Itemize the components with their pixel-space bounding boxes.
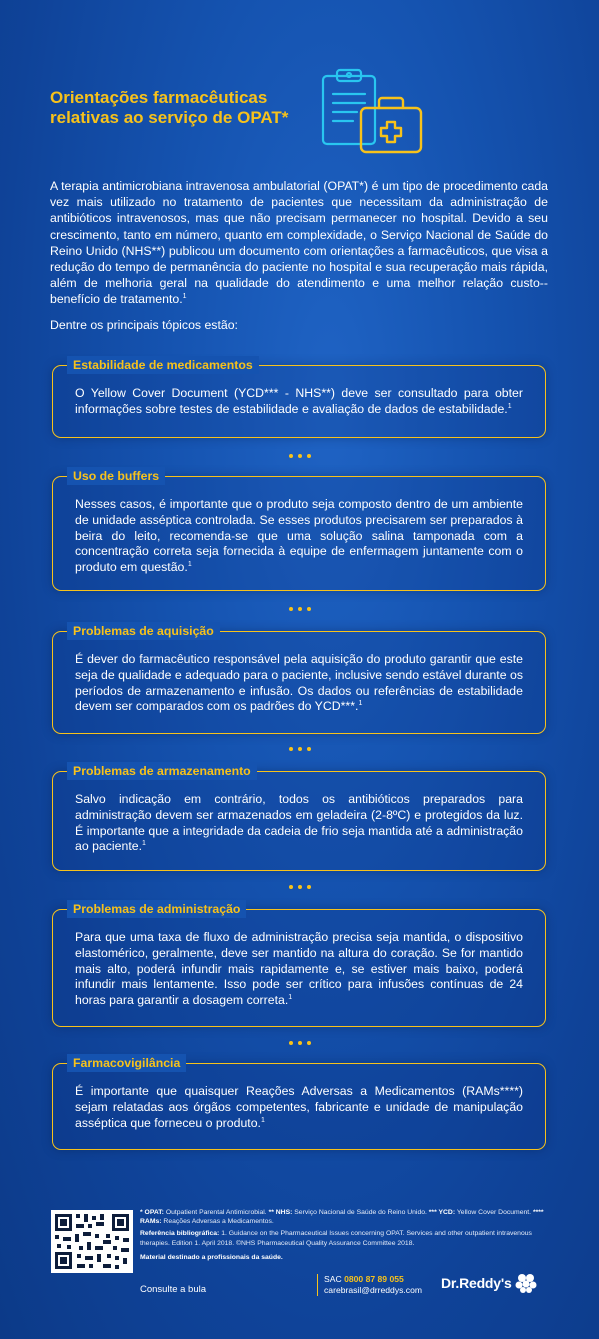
separator-dots [289, 454, 311, 460]
separator-dots [289, 1041, 311, 1047]
topic-card-title: Problemas de armazenamento [67, 762, 257, 780]
qr-code [51, 1210, 133, 1273]
topic-card-body: O Yellow Cover Document (YCD*** - NHS**) deve ser consultado para obter informações sobre testes de estabilidade e avaliação de dados de estabilidade.$^1$ [75, 386, 523, 416]
sac-phone[interactable]: 0800 87 89 055 [344, 1274, 404, 1284]
sac-email[interactable]: carebrasil@drreddys.com [324, 1285, 423, 1295]
topic-card-buffers [52, 469, 546, 591]
footnote-audience: Material destinado a profissionais da saúde. [140, 1253, 283, 1261]
topic-card-armazenamento [52, 764, 546, 871]
brand-logo [441, 1272, 537, 1294]
consulte-bula-label: Consulte a bula [140, 1284, 207, 1295]
sac-label: SAC [324, 1274, 342, 1284]
brand-name: Dr.Reddy's [441, 1275, 512, 1291]
separator-dots [289, 747, 311, 753]
topic-card-body: É dever do farmacêutico responsável pela aquisição do produto garantir que este seja de qualidade e adequado para o paciente, inclusive sendo estável durante os períodos de armazenamento e infusão. Os dados ou referências de estabilidade devem ser comparados com os padrões do YCD***.$^1$ [75, 652, 523, 714]
topic-card-title: Uso de buffers [67, 467, 165, 485]
separator-dots [289, 885, 311, 891]
topic-card-body: É importante que quaisquer Reações Adversas a Medicamentos (RAMs****) sejam relatadas aos órgãos competentes, fabricante e unidade de manipulação asséptica que forneceu o produto.$^1$ [75, 1084, 523, 1130]
topics-lead: Dentre os principais tópicos estão: [50, 318, 238, 332]
topic-card-body: Nesses casos, é importante que o produto seja composto dentro de um ambiente de unidade asséptica controlada. Se esses produtos precisarem ser preparados à beira do leito, recomenda-se que uma solução salina tamponada com a concentração correta seja fornecida à equipe de enfermagem juntamente com o produto em questão.$^1$ [75, 497, 523, 575]
topic-card-aquisicao [52, 624, 546, 734]
footnote-reference: Referência bibliográfica: 1. Guidance on the Pharmaceutical Issues concerning OPAT. Services and other outpatient intravenous therapies. Edition 1. April 2018. ©NHS Pharmaceutical Quality Assurance Committee 2018. [140, 1230, 532, 1247]
page-title: Orientações farmacêuticas relativas ao serviço de OPAT* [50, 88, 289, 127]
clipboard-medical-kit-icon [317, 66, 427, 158]
topic-card-administracao [52, 902, 546, 1027]
brand-mark-icon [515, 1272, 537, 1294]
topic-card-body: Salvo indicação em contrário, todos os antibióticos preparados para administração devem ser armazenados em geladeira (2-8ºC) e protegidos da luz. É importante que a integridade da cadeia de frio seja mantida até a administração ao paciente.$^1$ [75, 792, 523, 854]
intro-paragraph: A terapia antimicrobiana intravenosa ambulatorial (OPAT*) é um tipo de procedimento cada vez mais utilizado no tratamento de pacientes que necessitam da administração de antibióticos intravenosos, mas que não precisam permanecer no hospital. Devido a seu crescimento, tanto em número, quanto em complexidade, o Serviço Nacional de Saúde do Reino Unido (NHS**) publicou um documento com orientações a farmacêuticos, que visa a redução do tempo de permanência do paciente no hospital e sua recuperação mais rápida, além de melhoria geral na qualidade do atendimento e uma melhor relação custo--benefício de tratamento.$^1$ [50, 179, 548, 307]
topic-card-body: Para que uma taxa de fluxo de administração precisa seja mantida, o dispositivo elastomérico, geralmente, deve ser mantido na altura do coração. Se for mantido mais alto, poderá infundir mais rapidamente e, se estiver mais baixo, poderá infundir mais lentamente. Isso pode ser crítico para infusões contínuas de 24 horas para garantir a dosagem correta.$^1$ [75, 930, 523, 1008]
sac-contact [317, 1274, 422, 1296]
topic-card-title: Estabilidade de medicamentos [67, 356, 259, 374]
footnotes [140, 1208, 550, 1265]
topic-card-title: Problemas de aquisição [67, 622, 220, 640]
topic-card-title: Farmacovigilância [67, 1054, 186, 1072]
footnote-definitions: * OPAT: Outpatient Parental Antimicrobial. ** NHS: Serviço Nacional de Saúde do Reino Unido. *** YCD: Yellow Cover Document. **** RAMs: Reações Adversas a Medicamentos. [140, 1209, 544, 1226]
topic-card-title: Problemas de administração [67, 900, 246, 918]
topic-card-estabilidade [52, 358, 546, 438]
separator-dots [289, 607, 311, 613]
topic-card-farmacovigilancia [52, 1056, 546, 1150]
